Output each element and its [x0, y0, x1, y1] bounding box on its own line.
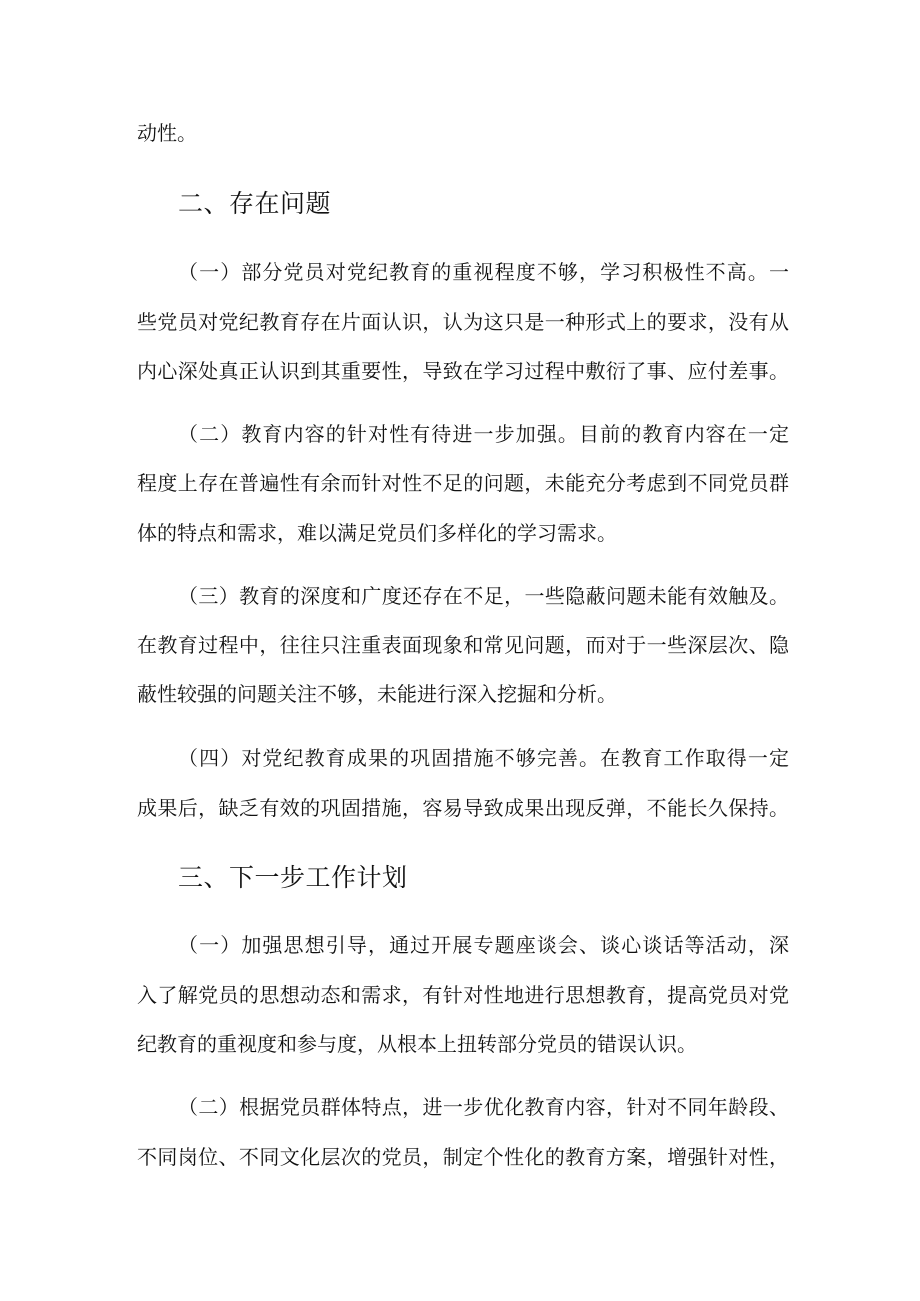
paragraph-line: 入了解党员的思想动态和需求，有针对性地进行思想教育，提高党员对党 [137, 983, 789, 1007]
paragraph-line: 纪教育的重视度和参与度，从根本上扭转部分党员的错误认识。 [137, 1032, 697, 1056]
paragraph-line: 蔽性较强的问题关注不够，未能进行深入挖掘和分析。 [137, 682, 617, 706]
paragraph-line: （一）部分党员对党纪教育的重视程度不够，学习积极性不高。一 [178, 260, 789, 284]
paragraph-line: 成果后，缺乏有效的巩固措施，容易导致成果出现反弹，不能长久保持。 [137, 796, 789, 820]
paragraph-line: （二）教育内容的针对性有待进一步加强。目前的教育内容在一定 [178, 422, 789, 446]
paragraph-line: （一）加强思想引导，通过开展专题座谈会、谈心谈话等活动，深 [178, 933, 789, 957]
paragraph-line-intro-tail: 动性。 [137, 121, 197, 145]
paragraph-line: 内心深处真正认识到其重要性，导致在学习过程中敷衍了事、应付差事。 [137, 359, 789, 383]
paragraph-line: （四）对党纪教育成果的巩固措施不够完善。在教育工作取得一定 [178, 746, 789, 770]
paragraph-line: 在教育过程中，往往只注重表面现象和常见问题，而对于一些深层次、隐 [137, 633, 789, 657]
section-heading-next-steps: 三、下一步工作计划 [178, 863, 408, 892]
section-heading-problems: 二、存在问题 [178, 189, 332, 218]
paragraph-line: （二）根据党员群体特点，进一步优化教育内容，针对不同年龄段、 [178, 1095, 789, 1119]
paragraph-line: 些党员对党纪教育存在片面认识，认为这只是一种形式上的要求，没有从 [137, 310, 789, 334]
paragraph-line: 不同岗位、不同文化层次的党员，制定个性化的教育方案，增强针对性， [137, 1145, 789, 1169]
paragraph-line: 体的特点和需求，难以满足党员们多样化的学习需求。 [137, 521, 617, 545]
paragraph-line: 程度上存在普遍性有余而针对性不足的问题，未能充分考虑到不同党员群 [137, 471, 789, 495]
paragraph-line: （三）教育的深度和广度还存在不足，一些隐蔽问题未能有效触及。 [178, 584, 789, 608]
